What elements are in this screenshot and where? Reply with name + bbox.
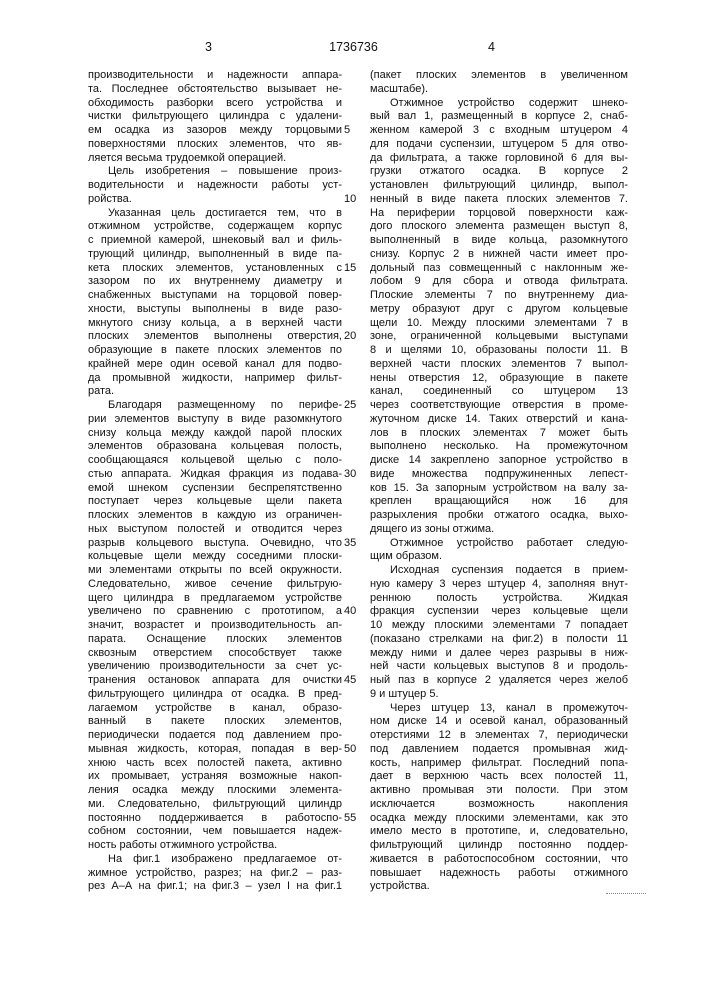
text-line: плоских элементов выполнены отверстия,	[88, 330, 342, 344]
text-line: Цель изобретения – повышение произ-	[88, 165, 342, 179]
text-line: та. Последнее обстоятельство вызывает не-	[88, 83, 342, 97]
line-number: 55	[344, 812, 356, 826]
page-number-left: 3	[205, 40, 212, 54]
text-line: Отжимное устройство работает следую-	[370, 537, 628, 551]
paragraph	[370, 537, 628, 565]
text-line: Отжимное устройство содержит шнеко-	[370, 97, 628, 111]
text-line: женном камерой 3 с входным штуцером 4	[370, 124, 628, 138]
left-text-column	[88, 69, 342, 894]
text-line: снабженных выступами на торцовой повер-	[88, 289, 342, 303]
text-line: фракция суспензии через кольцевые щели	[370, 605, 628, 619]
text-line: устройства.	[370, 880, 628, 894]
text-line: увеличению производительности за счет ус-	[88, 660, 342, 674]
paragraph	[88, 69, 342, 165]
paragraph	[370, 702, 628, 895]
text-line: фильтрующего цилиндра от осадка. В пред-	[88, 688, 342, 702]
paragraph	[88, 853, 342, 894]
text-line: мкнутого снизу кольца, а в верхней части	[88, 317, 342, 331]
text-line: стью аппарата. Жидкая фракция из подава-	[88, 468, 342, 482]
text-line: Благодаря размещенному по перифе-	[88, 399, 342, 413]
line-number: 20	[344, 330, 356, 344]
text-line: (показано стрелками на фиг.2) в полости 11	[370, 633, 628, 647]
text-line: креплен вращающийся нож 16 для	[370, 495, 628, 509]
text-line: лов в плоских элементах 7 может быть	[370, 427, 628, 441]
text-line: увеличено по сравнению с прототипом, а	[88, 605, 342, 619]
text-line: крайней мере один осевой канал для подво-	[88, 358, 342, 372]
text-line: Через штуцер 13, канал в промежуточ-	[370, 702, 628, 716]
text-line: выполненный в виде кольца, разомкнутого	[370, 234, 628, 248]
text-line: рез А–А на фиг.1; на фиг.3 – узел I на фиг.1	[88, 880, 342, 894]
text-line: отжимном устройстве, содержащем корпус	[88, 220, 342, 234]
line-number: 5	[344, 124, 350, 138]
text-line: разрыв кольцевого выступа. Очевидно, что	[88, 537, 342, 551]
text-line: установлен фильтрующий цилиндр, выпол-	[370, 179, 628, 193]
text-line: жуточном диске 14. Таких отверстий и кана-	[370, 413, 628, 427]
text-line: живается в работоспособном состоянии, что	[370, 853, 628, 867]
text-line: разрыхления пробки отжатого осадка, выхо-	[370, 509, 628, 523]
text-line: (пакет плоских элементов в увеличенном	[370, 69, 628, 83]
text-line: рии элементов выступу в виде разомкнутого	[88, 413, 342, 427]
text-line: кость, например фильтрат. Последний попа-	[370, 757, 628, 771]
text-line: поступает через кольцевые щели пакета	[88, 495, 342, 509]
text-line: повышает надежность работы отжимного	[370, 867, 628, 881]
text-line: снизу. Корпус 2 в нижней части имеет про-	[370, 248, 628, 262]
text-line: ми. Следовательно, фильтрующий цилиндр	[88, 798, 342, 812]
text-line: На фиг.1 изображено предлагаемое от-	[88, 853, 342, 867]
text-line: лагаемом устройстве в канал, образо-	[88, 702, 342, 716]
page-number-right: 4	[488, 40, 495, 54]
line-number: 30	[344, 468, 356, 482]
text-line: водительности и надежности работы уст-	[88, 179, 342, 193]
text-line: ней части кольцевых выступов 8 и продоль-	[370, 660, 628, 674]
text-line: зоне, ограниченной кольцевыми выступами	[370, 330, 628, 344]
text-line: сквозным отверстием способствует также	[88, 647, 342, 661]
text-line: фильтрующий цилиндр постоянно поддер-	[370, 839, 628, 853]
text-line: парата. Оснащение плоских элементов	[88, 633, 342, 647]
text-line: диске 14 закреплено запорное устройство в	[370, 454, 628, 468]
text-line: снизу кольца между каждой парой плоских	[88, 427, 342, 441]
text-line: элементов образована кольцевая полость,	[88, 440, 342, 454]
text-line: ков 15. За запорным устройством на валу за-	[370, 482, 628, 496]
text-line: ми элементами открыты по всей окружности.	[88, 564, 342, 578]
text-line: ванный в пакете плоских элементов,	[88, 715, 342, 729]
text-line: кета плоских элементов, установленных с	[88, 262, 342, 276]
paragraph	[88, 399, 342, 853]
text-line: хности, выступы выполнены в виде разо-	[88, 303, 342, 317]
text-line: ный паз в корпусе 2 удаляется через желоб	[370, 674, 628, 688]
text-line: рата.	[88, 385, 342, 399]
right-text-column	[370, 69, 628, 894]
line-number: 40	[344, 605, 356, 619]
text-line: дого плоского элемента размещен выступ 8,	[370, 220, 628, 234]
text-line: емой шнеком суспензии беспрепятственно	[88, 482, 342, 496]
text-line: щели 10. Между плоскими элементами 7 в	[370, 317, 628, 331]
text-line: образующие в пакете плоских элементов по	[88, 344, 342, 358]
paragraph	[370, 69, 628, 97]
paragraph	[88, 165, 342, 206]
text-line: щим образом.	[370, 550, 628, 564]
text-line: ем осадка из зазоров между торцовыми	[88, 124, 342, 138]
text-line: трующий цилиндр, выполненный в виде па-	[88, 248, 342, 262]
text-line: транения остановок аппарата для очистки	[88, 674, 342, 688]
text-line: метру образуют друг с другом кольцевые	[370, 303, 628, 317]
text-line: да промывной жидкости, например фильт-	[88, 372, 342, 386]
text-line: имело место в прототипе, и, следовательно,	[370, 825, 628, 839]
text-line: для подачи суспензии, штуцером 5 для отво-	[370, 138, 628, 152]
text-line: между ними и далее через разрывы в ниж-	[370, 647, 628, 661]
text-line: виде множества подпружиненных лепест-	[370, 468, 628, 482]
text-line: 9 и штуцер 5.	[370, 688, 628, 702]
text-line: выполнено несколько. На промежуточном	[370, 440, 628, 454]
text-line: Указанная цель достигается тем, что в	[88, 207, 342, 221]
text-line: ную камеру 3 через штуцер 4, заполняя внут-	[370, 578, 628, 592]
text-line: лобом 9 для сбора и отвода фильтрата.	[370, 275, 628, 289]
text-line: ляется весьма трудоемкой операцией.	[88, 152, 342, 166]
text-line: исключается возможность накопления	[370, 798, 628, 812]
text-line: нены отверстия 12, образующие в пакете	[370, 372, 628, 386]
text-line: отерстиями 12 в элементах 7, периодически	[370, 729, 628, 743]
text-line: активно промывая эти полости. При этом	[370, 784, 628, 798]
text-line: плоских элементов в каждую из ограничен-	[88, 509, 342, 523]
text-line: 8 и щелями 10, образованы полости 11. В	[370, 344, 628, 358]
text-line: хнюю часть всех полостей пакета, активно	[88, 757, 342, 771]
text-line: дольный паз совмещенный с наклонным же-	[370, 262, 628, 276]
text-line: осадка между плоскими элементами, как это	[370, 812, 628, 826]
text-line: дящего из зоны отжима.	[370, 523, 628, 537]
text-line: Плоские элементы 7 по внутреннему диа-	[370, 289, 628, 303]
text-line: вый вал 1, размещенный в корпусе 2, снаб-	[370, 110, 628, 124]
line-number: 50	[344, 743, 356, 757]
line-number: 45	[344, 674, 356, 688]
text-line: масштабе).	[370, 83, 628, 97]
text-line: под давлением подается промывная жид-	[370, 743, 628, 757]
text-line: Следовательно, живое сечение фильтрую-	[88, 578, 342, 592]
text-line: жимное устройство, разрез; на фиг.2 – раз-	[88, 867, 342, 881]
text-line: ных выступом полостей и отводится через	[88, 523, 342, 537]
text-line: На периферии торцовой поверхности каж-	[370, 207, 628, 221]
text-line: грузки отжатого осадка. В корпусе 2	[370, 165, 628, 179]
text-line: реннюю полость устройства. Жидкая	[370, 592, 628, 606]
text-line: их промывает, устраняя возможные накоп-	[88, 770, 342, 784]
text-line: 10 между плоскими элементами 7 попадает	[370, 619, 628, 633]
text-line: ройства.	[88, 193, 342, 207]
text-line: зазором по их внутреннему диаметру и	[88, 275, 342, 289]
paragraph	[370, 97, 628, 537]
line-number: 25	[344, 399, 356, 413]
text-line: периодически подается под давлением про-	[88, 729, 342, 743]
paragraph	[88, 207, 342, 400]
text-line: Исходная суспензия подается в прием-	[370, 564, 628, 578]
text-line: через соответствующие отверстия в проме-	[370, 399, 628, 413]
text-line: обходимость разборки всего устройства и	[88, 97, 342, 111]
paragraph	[370, 564, 628, 702]
text-line: щего цилиндра в предлагаемом устройстве	[88, 592, 342, 606]
text-line: сообщающаяся кольцевой щелью с поло-	[88, 454, 342, 468]
line-number: 10	[344, 193, 356, 207]
text-line: ность работы отжимного устройства.	[88, 839, 342, 853]
text-line: верхней части плоских элементов 7 выпол-	[370, 358, 628, 372]
text-line: постоянно поддерживается в работоспо-	[88, 812, 342, 826]
text-line: собном состоянии, чем повышается надеж-	[88, 825, 342, 839]
text-line: значит, возрастет и производительность ап-	[88, 619, 342, 633]
patent-number: 1736736	[0, 40, 707, 54]
line-number: 15	[344, 262, 356, 276]
text-line: да фильтрата, а также горловиной 6 для вы-	[370, 152, 628, 166]
text-line: с приемной камерой, шнековый вал и филь-	[88, 234, 342, 248]
line-number: 35	[344, 537, 356, 551]
text-line: ном диске 14 и осевой канал, образованный	[370, 715, 628, 729]
text-line: чистки фильтрующего цилиндра с удалени-	[88, 110, 342, 124]
text-line: канал, соединенный со штуцером 13	[370, 385, 628, 399]
text-line: мывная жидкость, которая, попадая в вер-	[88, 743, 342, 757]
text-line: производительности и надежности аппара-	[88, 69, 342, 83]
text-line: дает в верхнюю часть всех полостей 11,	[370, 770, 628, 784]
text-line: ненный в виде пакета плоских элементов 7.	[370, 193, 628, 207]
text-line: кольцевые щели между соседними плоски-	[88, 550, 342, 564]
text-line: поверхностями плоских элементов, что яв-	[88, 138, 342, 152]
end-rule	[606, 893, 646, 894]
text-line: ления осадка между плоскими элемента-	[88, 784, 342, 798]
